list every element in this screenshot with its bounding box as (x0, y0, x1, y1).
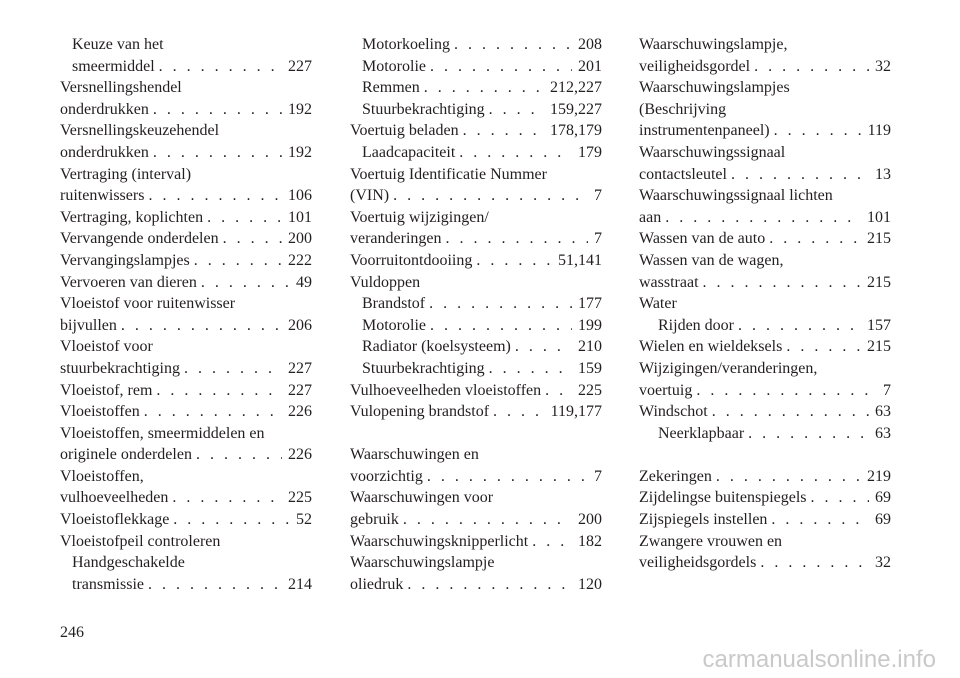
index-entry (60, 444, 312, 466)
dot-leader (515, 336, 572, 358)
entry-page-number: 192 (288, 100, 312, 118)
index-heading: Vloeistoffen, (60, 467, 144, 485)
index-entry (350, 99, 602, 121)
dot-leader (532, 531, 572, 553)
dot-leader (430, 315, 572, 337)
entry-page-number: 199 (578, 316, 602, 334)
entry-text: onderdrukken (60, 100, 149, 118)
entry-page-number: 52 (296, 511, 312, 529)
dot-leader (712, 401, 869, 423)
dot-leader (429, 293, 572, 315)
index-heading: Vloeistoffen, smeermiddelen en (60, 424, 265, 442)
dot-leader (153, 99, 282, 121)
entry-text: wasstraat (639, 273, 699, 291)
entry-page-number: 106 (288, 187, 312, 205)
index-entry (350, 574, 602, 596)
dot-leader (148, 185, 282, 207)
index-entry (350, 228, 602, 250)
entry-text: Stuurbekrachtiging (362, 100, 485, 118)
dot-leader (454, 34, 572, 56)
entry-page-number: 225 (578, 381, 602, 399)
entry-page-number: 101 (867, 208, 891, 226)
index-entry (639, 401, 891, 423)
entry-page-number: 49 (296, 273, 312, 291)
dot-leader (696, 380, 877, 402)
entry-page-number: 69 (875, 489, 891, 507)
entry-text: Vervoeren van dieren (60, 273, 197, 291)
index-entry (350, 380, 602, 402)
index-entry (350, 293, 602, 315)
entry-text: originele onderdelen (60, 446, 192, 464)
index-heading: (Beschrijving (639, 100, 727, 118)
index-entry (60, 509, 312, 531)
index-entry (639, 272, 891, 294)
index-entry (639, 228, 891, 250)
index-entry (60, 56, 312, 78)
entry-text: bijvullen (60, 316, 117, 334)
entry-text: Vertraging, koplichten (60, 208, 204, 226)
index-entry (60, 315, 312, 337)
dot-leader (446, 228, 588, 250)
index-heading: Zwangere vrouwen en (639, 532, 783, 550)
dot-leader (748, 423, 869, 445)
entry-text: voorzichtig (350, 467, 423, 485)
entry-page-number: 212,227 (550, 79, 602, 97)
entry-text: Radiator (koelsysteem) (362, 338, 511, 356)
entry-text: Neerklapbaar (658, 424, 745, 442)
index-heading: Vloeistof voor ruitenwisser (60, 295, 236, 313)
entry-text: veranderingen (350, 230, 442, 248)
index-entry (639, 380, 891, 402)
dot-leader (424, 77, 544, 99)
dot-leader (121, 315, 282, 337)
dot-leader (754, 56, 869, 78)
entry-page-number: 63 (875, 403, 891, 421)
entry-text: Vervangingslampjes (60, 251, 190, 269)
index-entry (350, 509, 602, 531)
entry-text: vulhoeveelheden (60, 489, 169, 507)
dot-leader (489, 99, 544, 121)
entry-page-number: 227 (288, 381, 312, 399)
entry-text: Waarschuwingsknipperlicht (350, 532, 529, 550)
entry-page-number: 210 (578, 338, 602, 356)
entry-text: (VIN) (350, 187, 390, 205)
page-number: 246 (60, 624, 84, 641)
entry-page-number: 69 (875, 511, 891, 529)
entry-page-number: 227 (288, 359, 312, 377)
dot-leader (731, 164, 869, 186)
entry-text: veiligheidsgordels (639, 554, 757, 572)
entry-text: Motorolie (362, 57, 426, 75)
dot-leader (201, 272, 290, 294)
entry-page-number: 201 (578, 57, 602, 75)
index-heading: Vuldoppen (350, 273, 421, 291)
entry-page-number: 101 (288, 208, 312, 226)
index-entry (639, 207, 891, 229)
index-heading: Waarschuwingslampjes (639, 79, 790, 97)
dot-leader (769, 228, 861, 250)
index-entry (350, 466, 602, 488)
entry-text: contactsleutel (639, 165, 727, 183)
entry-page-number: 32 (875, 57, 891, 75)
dot-leader (771, 509, 869, 531)
index-heading: Vertraging (interval) (60, 165, 192, 183)
entry-text: Stuurbekrachtiging (362, 359, 485, 377)
entry-page-number: 182 (578, 532, 602, 550)
index-heading: Versnellingshendel (60, 79, 182, 97)
entry-text: Vloeistoflekkage (60, 511, 170, 529)
entry-text: ruitenwissers (60, 187, 145, 205)
index-heading: Voertuig wijzigingen/ (350, 208, 489, 226)
index-entry (350, 56, 602, 78)
entry-spacer (639, 444, 891, 466)
entry-page-number: 177 (578, 295, 602, 313)
entry-page-number: 7 (883, 381, 891, 399)
entry-page-number: 7 (594, 187, 602, 205)
index-heading: Waarschuwingssignaal (639, 143, 786, 161)
index-entry (639, 509, 891, 531)
dot-leader (173, 509, 290, 531)
index-heading: Waarschuwingen en (350, 446, 479, 464)
dot-leader (463, 120, 544, 142)
entry-text: voertuig (639, 381, 693, 399)
index-entry (60, 380, 312, 402)
entry-text: stuurbekrachtiging (60, 359, 180, 377)
entry-spacer (350, 423, 602, 445)
entry-page-number: 208 (578, 36, 602, 53)
entry-page-number: 206 (288, 316, 312, 334)
index-entry (350, 401, 602, 423)
dot-leader (811, 487, 869, 509)
index-heading: Wijzigingen/veranderingen, (639, 359, 818, 377)
dot-leader (194, 250, 282, 272)
index-heading: Wassen van de wagen, (639, 251, 784, 269)
dot-leader (459, 142, 572, 164)
entry-text: Zijdelingse buitenspiegels (639, 489, 807, 507)
index-entry (639, 552, 891, 574)
entry-page-number: 215 (867, 338, 891, 356)
entry-page-number: 7 (594, 467, 602, 485)
entry-page-number: 215 (867, 230, 891, 248)
entry-page-number: 200 (288, 230, 312, 248)
entry-text: Voertuig beladen (350, 122, 459, 140)
entry-page-number: 219 (867, 467, 891, 485)
entry-text: Brandstof (362, 295, 426, 313)
index-heading: Keuze van het (72, 36, 164, 53)
dot-leader (172, 487, 282, 509)
entry-text: Motorolie (362, 316, 426, 334)
index-entry (350, 358, 602, 380)
entry-text: aan (639, 208, 662, 226)
dot-leader (144, 401, 282, 423)
dot-leader (427, 466, 588, 488)
entry-text: Voorruitontdooiing (350, 251, 473, 269)
dot-leader (545, 380, 572, 402)
index-column-3 (639, 34, 891, 574)
entry-page-number: 214 (288, 575, 312, 593)
index-entry (639, 120, 891, 142)
index-entry (350, 120, 602, 142)
index-entry (60, 185, 312, 207)
entry-page-number: 63 (875, 424, 891, 442)
index-heading: Water (639, 295, 677, 313)
dot-leader (148, 574, 282, 596)
entry-text: Zijspiegels instellen (639, 511, 768, 529)
entry-page-number: 226 (288, 403, 312, 421)
entry-text: Wassen van de auto (639, 230, 766, 248)
dot-leader (665, 207, 861, 229)
dot-leader (196, 444, 282, 466)
entry-page-number: 227 (288, 57, 312, 75)
entry-text: Vervangende onderdelen (60, 230, 219, 248)
entry-text: Zekeringen (639, 467, 712, 485)
index-entry (350, 250, 602, 272)
index-entry (639, 423, 891, 445)
entry-page-number: 222 (288, 251, 312, 269)
index-entry (350, 315, 602, 337)
dot-leader (476, 250, 552, 272)
index-entry (60, 250, 312, 272)
entry-text: Motorkoeling (362, 36, 450, 53)
entry-page-number: 13 (875, 165, 891, 183)
dot-leader (223, 228, 282, 250)
index-entry (60, 358, 312, 380)
dot-leader (786, 336, 861, 358)
index-heading: Waarschuwingslampje (350, 554, 495, 572)
index-entry (60, 487, 312, 509)
index-heading: Waarschuwingen voor (350, 489, 494, 507)
index-entry (639, 487, 891, 509)
dot-leader (760, 552, 869, 574)
index-entry (350, 34, 602, 56)
index-entry (60, 574, 312, 596)
index-entry (60, 99, 312, 121)
entry-text: veiligheidsgordel (639, 57, 751, 75)
entry-text: Remmen (362, 79, 420, 97)
index-entry (350, 531, 602, 553)
dot-leader (184, 358, 282, 380)
index-entry (60, 142, 312, 164)
entry-text: Wielen en wieldeksels (639, 338, 783, 356)
entry-page-number: 226 (288, 446, 312, 464)
index-heading: Voertuig Identificatie Nummer (350, 165, 547, 183)
index-entry (350, 185, 602, 207)
index-entry (350, 336, 602, 358)
entry-page-number: 192 (288, 143, 312, 161)
dot-leader (159, 56, 282, 78)
index-entry (639, 315, 891, 337)
dot-leader (774, 120, 862, 142)
entry-page-number: 200 (578, 511, 602, 529)
dot-leader (703, 272, 861, 294)
entry-page-number: 215 (867, 273, 891, 291)
index-entry (639, 466, 891, 488)
dot-leader (407, 574, 572, 596)
index-entry (60, 207, 312, 229)
entry-text: onderdrukken (60, 143, 149, 161)
index-entry (60, 401, 312, 423)
entry-page-number: 119 (867, 122, 891, 140)
entry-page-number: 157 (867, 316, 891, 334)
index-entry (350, 142, 602, 164)
dot-leader (207, 207, 282, 229)
entry-text: transmissie (72, 575, 144, 593)
entry-text: Vloeistoffen (60, 403, 140, 421)
dot-leader (393, 185, 588, 207)
index-entry (639, 336, 891, 358)
entry-page-number: 179 (578, 143, 602, 161)
entry-page-number: 51,141 (558, 251, 602, 269)
entry-text: oliedruk (350, 575, 404, 593)
entry-text: Rijden door (658, 316, 734, 334)
entry-text: instrumentenpaneel) (639, 122, 770, 140)
index-column-1 (60, 34, 312, 595)
index-heading: Waarschuwingslampje, (639, 36, 788, 53)
watermark: carmanualsonline.info (702, 646, 936, 673)
entry-page-number: 159 (578, 359, 602, 377)
index-heading: Vloeistof voor (60, 338, 153, 356)
entry-text: gebruik (350, 511, 399, 529)
index-heading: Waarschuwingssignaal lichten (639, 187, 833, 205)
dot-leader (738, 315, 861, 337)
entry-text: Windschot (639, 403, 708, 421)
entry-text: Vloeistof, rem (60, 381, 153, 399)
entry-page-number: 178,179 (550, 122, 602, 140)
entry-text: smeermiddel (72, 57, 155, 75)
index-entry (60, 272, 312, 294)
entry-page-number: 32 (875, 554, 891, 572)
entry-text: Vulhoeveelheden vloeistoffen (350, 381, 542, 399)
entry-page-number: 120 (578, 575, 602, 593)
dot-leader (156, 380, 282, 402)
dot-leader (489, 358, 572, 380)
entry-page-number: 7 (594, 230, 602, 248)
dot-leader (430, 56, 572, 78)
index-heading: Versnellingskeuzehendel (60, 122, 220, 140)
index-entry (60, 228, 312, 250)
entry-page-number: 159,227 (550, 100, 602, 118)
index-heading: Vloeistofpeil controleren (60, 532, 221, 550)
dot-leader (716, 466, 861, 488)
entry-text: Vulopening brandstof (350, 403, 490, 421)
index-entry (639, 56, 891, 78)
index-entry (350, 77, 602, 99)
entry-page-number: 225 (288, 489, 312, 507)
entry-page-number: 119,177 (550, 403, 602, 421)
index-heading: Handgeschakelde (72, 554, 185, 572)
index-entry (639, 164, 891, 186)
index-column-2 (350, 34, 602, 595)
dot-leader (403, 509, 572, 531)
entry-text: Laadcapaciteit (362, 143, 456, 161)
dot-leader (493, 401, 545, 423)
dot-leader (153, 142, 282, 164)
